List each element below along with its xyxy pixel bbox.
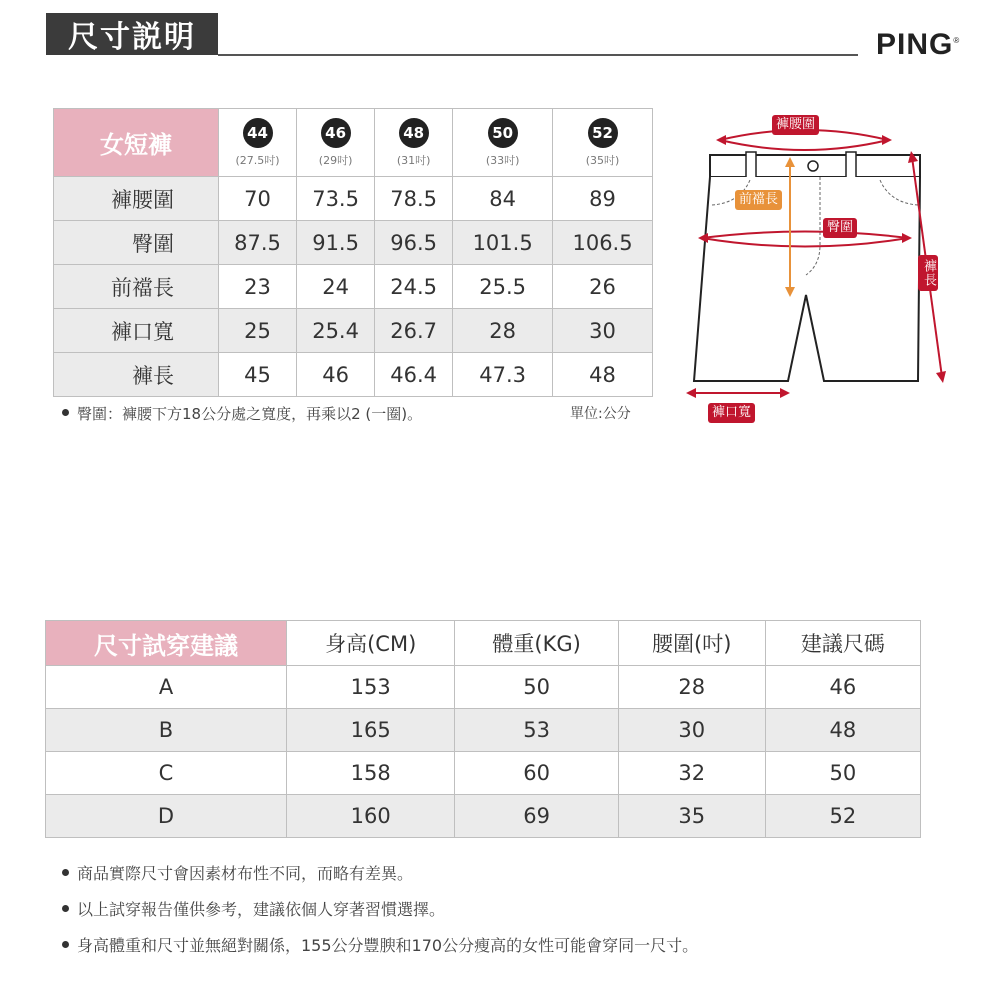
note-text: 身高體重和尺寸並無絕對關係，155公分豐腴和170公分瘦高的女性可能會穿同一尺寸。 (77, 936, 699, 955)
table-cell: 24 (297, 265, 375, 309)
table-row (46, 709, 921, 752)
row-label: 褲腰圍 (54, 177, 219, 221)
list-item (62, 892, 698, 928)
fit-table (45, 620, 921, 838)
row-label: 褲長 (54, 353, 219, 397)
table-cell: 78.5 (375, 177, 453, 221)
list-item (62, 856, 698, 892)
table-cell: 96.5 (375, 221, 453, 265)
size-col-44 (219, 109, 297, 177)
table-cell: 25 (219, 309, 297, 353)
table-cell: 24.5 (375, 265, 453, 309)
table-cell: 46.4 (375, 353, 453, 397)
table-cell: 91.5 (297, 221, 375, 265)
shorts-diagram (680, 105, 980, 435)
table-cell: 73.5 (297, 177, 375, 221)
list-item (62, 928, 698, 964)
hip-note (62, 403, 422, 424)
table-cell: 52 (765, 795, 920, 838)
notes-list (62, 856, 698, 964)
table-cell: 50 (455, 666, 618, 709)
row-label: 前襠長 (54, 265, 219, 309)
fit-header-row (46, 621, 921, 666)
note-text: 以上試穿報告僅供參考，建議依個人穿著習慣選擇。 (77, 900, 446, 919)
table-cell: 84 (453, 177, 553, 221)
row-label: C (46, 752, 287, 795)
column-header: 體重(KG) (455, 621, 618, 666)
size-badge: 50 (488, 118, 518, 148)
bullet-icon (62, 869, 69, 876)
table-cell: 53 (455, 709, 618, 752)
note-text: 商品實際尺寸會因素材布性不同，而略有差異。 (77, 864, 414, 883)
table-cell: 106.5 (553, 221, 653, 265)
bullet-icon (62, 905, 69, 912)
column-header: 腰圍(吋) (618, 621, 765, 666)
table-cell: 25.4 (297, 309, 375, 353)
size-col-50 (453, 109, 553, 177)
table-cell: 87.5 (219, 221, 297, 265)
fit-table-corner: 尺寸試穿建議 (46, 621, 287, 666)
table-cell: 46 (765, 666, 920, 709)
table-cell: 60 (455, 752, 618, 795)
size-col-48 (375, 109, 453, 177)
size-inch: (27.5吋) (235, 153, 280, 167)
table-cell: 26.7 (375, 309, 453, 353)
bullet-icon (62, 941, 69, 948)
table-cell: 26 (553, 265, 653, 309)
size-table-corner: 女短褲 (54, 109, 219, 177)
table-row (46, 752, 921, 795)
size-table (53, 108, 653, 397)
table-cell: 50 (765, 752, 920, 795)
brand-mark: ® (953, 36, 961, 45)
row-label: B (46, 709, 287, 752)
table-cell: 89 (553, 177, 653, 221)
table-row (54, 221, 653, 265)
hip-note-text: 臀圍：褲腰下方18公分處之寬度，再乘以2 (一圈)。 (77, 405, 423, 423)
column-header: 身高(CM) (287, 621, 455, 666)
table-cell: 48 (553, 353, 653, 397)
bullet-icon (62, 409, 69, 416)
table-cell: 69 (455, 795, 618, 838)
table-cell: 158 (287, 752, 455, 795)
size-inch: (29吋) (318, 153, 353, 167)
table-cell: 25.5 (453, 265, 553, 309)
length-tag: 褲長 (918, 255, 938, 291)
table-cell: 32 (618, 752, 765, 795)
table-cell: 48 (765, 709, 920, 752)
size-badge: 44 (243, 118, 273, 148)
table-cell: 28 (453, 309, 553, 353)
table-cell: 165 (287, 709, 455, 752)
table-cell: 30 (553, 309, 653, 353)
hem-tag: 褲口寬 (708, 403, 755, 423)
size-inch: (31吋) (396, 153, 431, 167)
hip-tag: 臀圍 (823, 218, 857, 238)
row-label: A (46, 666, 287, 709)
table-row (54, 265, 653, 309)
table-cell: 101.5 (453, 221, 553, 265)
size-badge: 48 (399, 118, 429, 148)
table-cell: 153 (287, 666, 455, 709)
brand-logo (876, 28, 960, 62)
row-label: 臀圍 (54, 221, 219, 265)
row-label: 褲口寬 (54, 309, 219, 353)
rise-tag: 前襠長 (735, 190, 782, 210)
size-header-row (54, 109, 653, 177)
table-cell: 23 (219, 265, 297, 309)
page-title: 尺寸説明 (46, 13, 218, 55)
table-row (54, 177, 653, 221)
waist-tag: 褲腰圍 (772, 115, 819, 135)
size-badge: 46 (321, 118, 351, 148)
table-cell: 160 (287, 795, 455, 838)
table-cell: 28 (618, 666, 765, 709)
size-col-46 (297, 109, 375, 177)
table-cell: 35 (618, 795, 765, 838)
table-row (46, 795, 921, 838)
table-cell: 47.3 (453, 353, 553, 397)
size-col-52 (553, 109, 653, 177)
table-row (46, 666, 921, 709)
table-cell: 70 (219, 177, 297, 221)
title-divider (218, 54, 858, 56)
table-cell: 30 (618, 709, 765, 752)
size-badge: 52 (588, 118, 618, 148)
brand-name: PING (876, 28, 954, 61)
size-inch: (33吋) (485, 153, 520, 167)
size-inch: (35吋) (585, 153, 620, 167)
column-header: 建議尺碼 (765, 621, 920, 666)
table-row (54, 309, 653, 353)
row-label: D (46, 795, 287, 838)
unit-label: 單位:公分 (570, 406, 631, 422)
table-cell: 45 (219, 353, 297, 397)
table-cell: 46 (297, 353, 375, 397)
table-row (54, 353, 653, 397)
